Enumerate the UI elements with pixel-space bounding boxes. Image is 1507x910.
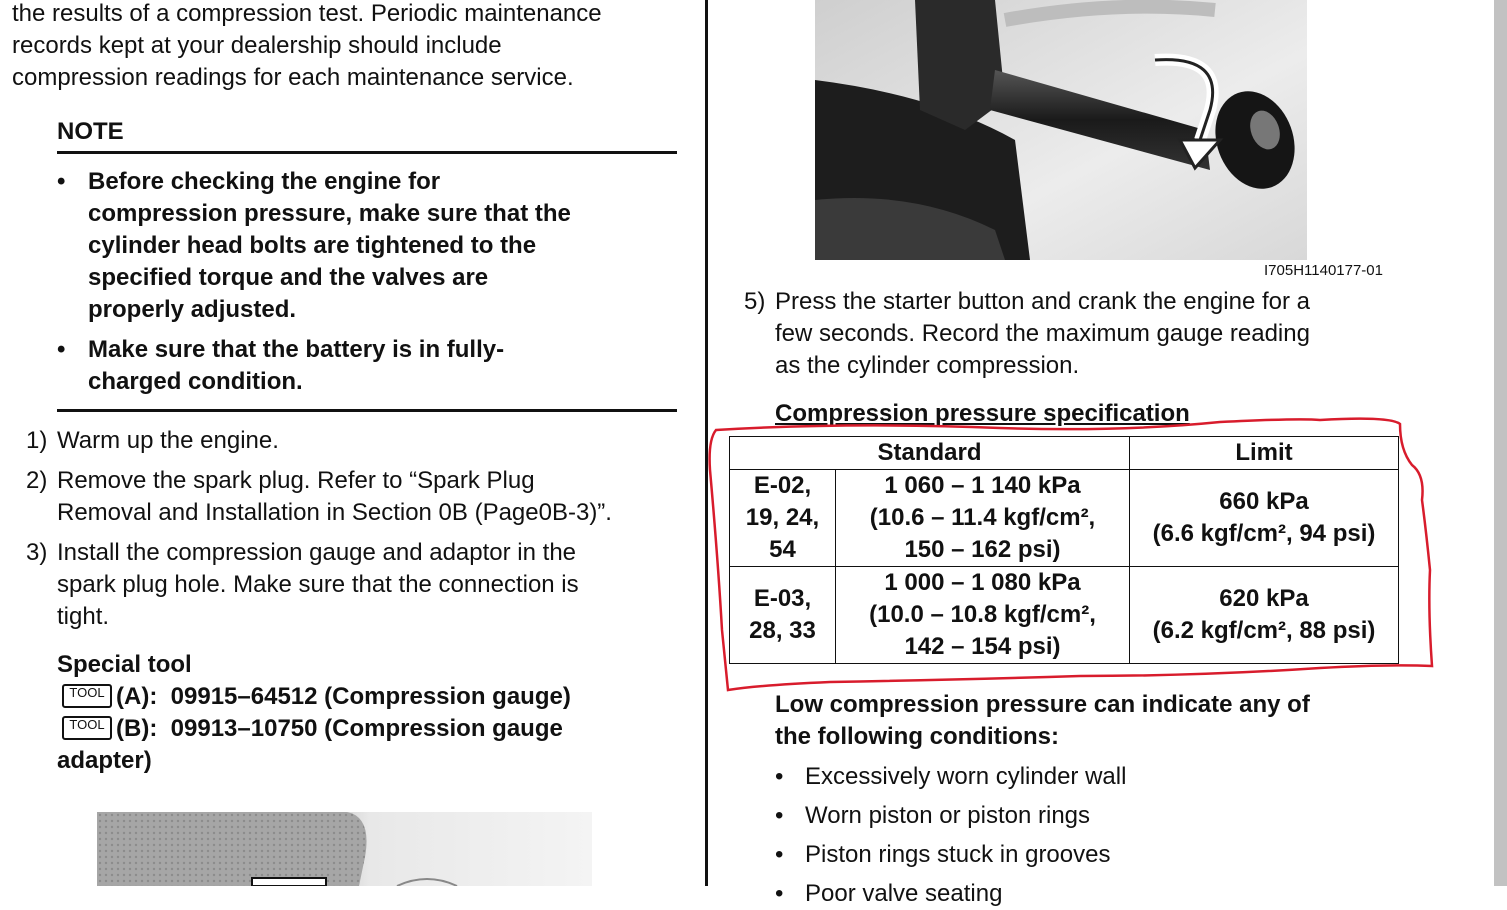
intro-line: records kept at your dealership should include bbox=[12, 32, 502, 59]
step-number: 5) bbox=[744, 288, 766, 315]
low-compression-title: the following conditions: bbox=[775, 723, 1059, 750]
note-title: NOTE bbox=[57, 118, 124, 145]
intro-line: the results of a compression test. Periodic maintenance bbox=[12, 0, 602, 27]
limit-line: (6.2 kgf/cm², 88 psi) bbox=[1152, 617, 1376, 644]
red-annotation-outline bbox=[700, 410, 1440, 700]
note-bullet-line: Make sure that the battery is in fully- bbox=[88, 336, 505, 363]
special-tool-title: Special tool bbox=[57, 651, 192, 678]
standard-line: (10.6 – 11.4 kgf/cm², bbox=[869, 504, 1096, 531]
seat-photo-graphic bbox=[97, 812, 592, 886]
tool-b-row bbox=[62, 713, 563, 745]
tool-a-value: 09915–64512 (Compression gauge) bbox=[170, 683, 571, 710]
bullet-dot: • bbox=[775, 802, 784, 829]
note-bullet-line: specified torque and the valves are bbox=[88, 264, 489, 291]
step-line: few seconds. Record the maximum gauge reading bbox=[775, 320, 1310, 347]
region-line: E-03, bbox=[753, 585, 812, 612]
note-bullet-line: properly adjusted. bbox=[88, 296, 297, 323]
note-bullet-line: Before checking the engine for bbox=[88, 168, 441, 195]
scrollbar-thumb[interactable] bbox=[1494, 0, 1507, 886]
condition-item: Poor valve seating bbox=[805, 880, 1003, 907]
limit-line: 660 kPa bbox=[1219, 488, 1309, 515]
seat-photo bbox=[97, 812, 592, 886]
standard-line: 1 060 – 1 140 kPa bbox=[884, 472, 1081, 499]
bullet-dot: • bbox=[775, 880, 784, 907]
standard-line: 1 000 – 1 080 kPa bbox=[884, 569, 1081, 596]
condition-item: Excessively worn cylinder wall bbox=[805, 763, 1127, 790]
limit-line: 620 kPa bbox=[1219, 585, 1309, 612]
bullet-dot: • bbox=[57, 168, 66, 195]
tool-a-row bbox=[62, 681, 571, 713]
low-compression-title: Low compression pressure can indicate any of bbox=[775, 691, 1310, 718]
bullet-dot: • bbox=[57, 336, 66, 363]
step-line: Removal and Installation in Section 0B (Page0B-3)”. bbox=[57, 499, 612, 526]
step-line: Warm up the engine. bbox=[57, 427, 279, 454]
note-bullet-line: charged condition. bbox=[88, 368, 303, 395]
bullet-dot: • bbox=[775, 763, 784, 790]
region-line: E-02, bbox=[753, 472, 812, 499]
handlebar-photo bbox=[815, 0, 1307, 260]
step-line: Press the starter button and crank the engine for a bbox=[775, 288, 1310, 315]
step-number: 3) bbox=[26, 539, 48, 566]
tool-b-label: (B): bbox=[116, 715, 158, 742]
header-standard: Standard bbox=[730, 437, 1130, 470]
step-line: tight. bbox=[57, 603, 110, 630]
step-number: 2) bbox=[26, 467, 48, 494]
condition-item: Worn piston or piston rings bbox=[805, 802, 1091, 829]
tool-icon: TOOL bbox=[62, 716, 112, 740]
note-bullet-line: compression pressure, make sure that the bbox=[88, 200, 571, 227]
intro-line: compression readings for each maintenance service. bbox=[12, 64, 574, 91]
tool-b-continuation: adapter) bbox=[57, 747, 152, 774]
bullet-dot: • bbox=[775, 841, 784, 868]
standard-line: 150 – 162 psi) bbox=[904, 536, 1061, 563]
region-line: 54 bbox=[769, 536, 796, 563]
step-line: Install the compression gauge and adaptor in the bbox=[57, 539, 577, 566]
note-bullet-line: cylinder head bolts are tightened to the bbox=[88, 232, 537, 259]
step-line: spark plug hole. Make sure that the connection is bbox=[57, 571, 579, 598]
region-line: 19, 24, bbox=[745, 504, 820, 531]
region-line: 28, 33 bbox=[749, 617, 816, 644]
standard-line: (10.0 – 10.8 kgf/cm², bbox=[869, 601, 1096, 628]
step-number: 1) bbox=[26, 427, 48, 454]
tool-b-value: 09913–10750 (Compression gauge bbox=[170, 715, 563, 742]
header-limit: Limit bbox=[1130, 437, 1399, 470]
spec-title: Compression pressure specification bbox=[775, 400, 1190, 427]
tool-a-label: (A): bbox=[116, 683, 158, 710]
step-line: Remove the spark plug. Refer to “Spark Plug bbox=[57, 467, 535, 494]
condition-item: Piston rings stuck in grooves bbox=[805, 841, 1111, 868]
tool-icon: TOOL bbox=[62, 684, 112, 708]
figure-id: I705H1140177-01 bbox=[1264, 262, 1383, 279]
note-top-rule bbox=[57, 151, 677, 154]
note-bottom-rule bbox=[57, 409, 677, 412]
standard-line: 142 – 154 psi) bbox=[904, 633, 1061, 660]
handlebar-photo-graphic bbox=[815, 0, 1307, 260]
limit-line: (6.6 kgf/cm², 94 psi) bbox=[1152, 520, 1376, 547]
step-line: as the cylinder compression. bbox=[775, 352, 1080, 379]
